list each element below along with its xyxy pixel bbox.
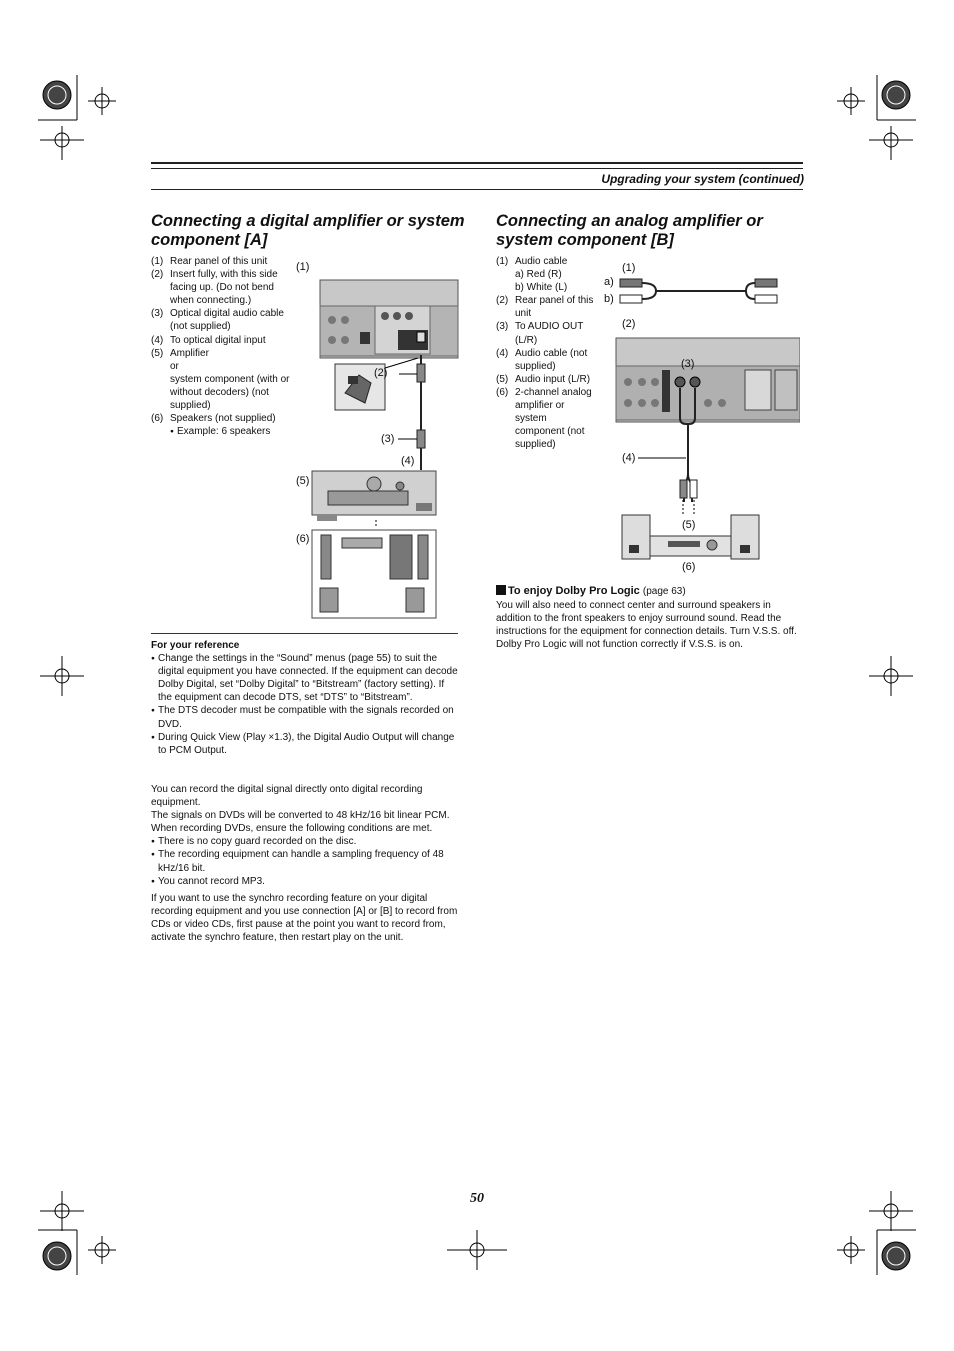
section-b-list: [496, 255, 596, 451]
rear-panel-graphic: [616, 338, 800, 422]
dolby-heading: To enjoy Dolby Pro Logic: [508, 585, 640, 597]
list-item: (5) Amplifier: [151, 347, 209, 359]
section-a-title: [151, 212, 471, 250]
list-item: a) Red (R): [515, 269, 562, 281]
section-a-title-line2: component [A]: [151, 231, 268, 249]
list-item: (4) To optical digital input: [151, 334, 266, 346]
digital-connection-diagram: [290, 258, 460, 623]
diagram-b-label-6: (6): [682, 561, 696, 573]
running-title: Upgrading your system (continued): [601, 172, 804, 186]
reference-heading: For your reference: [151, 640, 240, 651]
dolby-block: [496, 584, 802, 651]
diagram-b-label-3: (3): [681, 358, 695, 370]
list-item: (2) Insert fully, with this side facing up. (Do not bend when connecting.): [151, 269, 278, 307]
reference-bullet: ● Change the settings in the “Sound” menus (page 55) to suit the digital equipment you have connected. If the equipment can decode Dolby Digital, set “Dolby Digital” to “Bitstream” (factory setting). If the equipment can decode DTS, set “DTS” to “Bitstream”.: [151, 652, 458, 704]
list-item: or: [170, 360, 179, 372]
diagram-b-label-5: (5): [682, 519, 696, 531]
list-item: (3) To AUDIO OUT (L/R): [496, 321, 584, 346]
recording-paragraph: If you want to use the synchro recording feature on your digital recording equipment and you use connection [A] or [B] to record from CDs or video CDs, first pause at the point you want to record from, activate the synchro feature, then restart play on the unit.: [151, 892, 458, 944]
diagram-b-label-a: a): [604, 276, 614, 288]
list-item: system component (with or without decoders) (not supplied): [170, 373, 290, 412]
diagram-b-label-4: (4): [622, 452, 636, 464]
list-item: b) White (L): [515, 282, 568, 294]
recording-paragraph: When recording DVDs, ensure the following conditions are met.: [151, 823, 433, 835]
list-item: (1) Rear panel of this unit: [151, 256, 268, 267]
diagram-a-label-2: (2): [374, 367, 388, 379]
dolby-page-ref: (page 63): [642, 586, 686, 597]
diagram-a-label-6: (6): [296, 533, 310, 545]
list-item: (1) Audio cable: [496, 256, 568, 267]
list-item: (6) Speakers (not supplied): [151, 413, 276, 425]
list-item: (6) 2-channel analog amplifier or system component (not supplied): [496, 386, 592, 451]
list-item: (4) Audio cable (not supplied): [496, 347, 588, 372]
diagram-b-label-2: (2): [622, 318, 636, 330]
page-number: 50: [470, 1191, 484, 1206]
section-b-title-line1: Connecting an analog amplifier or: [496, 212, 763, 230]
diagram-a-label-4: (4): [401, 455, 415, 467]
recording-bullet: ● There is no copy guard recorded on the disc.: [151, 835, 458, 848]
reference-block: [151, 639, 458, 757]
diagram-b-label-b: b): [604, 293, 614, 305]
audio-cable-graphic: [620, 279, 777, 303]
list-item: [151, 425, 291, 438]
black-square-icon: [496, 585, 506, 595]
recording-paragraph: You can record the digital signal directly onto digital recording equipment.: [151, 784, 423, 809]
diagram-a-label-1: (1): [296, 261, 310, 273]
recording-bullet: ● You cannot record MP3.: [151, 875, 458, 888]
reference-bullet: ● During Quick View (Play ×1.3), the Digital Audio Output will change to PCM Output.: [151, 731, 458, 757]
header-rule: [151, 162, 803, 164]
analog-connection-diagram: [600, 258, 800, 568]
list-item: (5) Audio input (L/R): [496, 373, 591, 385]
diagram-a-label-3: (3): [381, 433, 395, 445]
recording-block: [151, 783, 458, 944]
section-a-list: [151, 255, 291, 438]
amplifier-graphic: [312, 471, 436, 521]
header-rule: [151, 168, 803, 169]
list-item: (3) Optical digital audio cable (not supplied): [151, 308, 284, 333]
reference-bullet: ● The DTS decoder must be compatible with the signals recorded on DVD.: [151, 704, 458, 730]
dolby-body: You will also need to connect center and surround speakers in addition to the front speakers to enjoy surround sound. Read the instructions for the equipment for connection details. Turn V.S.S. off. Dolby Pro Logic will not function correctly if V.S.S. is on.: [496, 600, 797, 651]
diagram-b-label-1: (1): [622, 262, 636, 274]
diagram-a-label-5: (5): [296, 475, 310, 487]
section-a-title-line1: Connecting a digital amplifier or system: [151, 212, 465, 230]
section-b-title-line2: system component [B]: [496, 231, 674, 249]
section-b-title: [496, 212, 806, 250]
list-item: (2) Rear panel of this unit: [496, 295, 594, 320]
example-bullet: ● Example: 6 speakers: [170, 425, 291, 438]
recording-paragraph: The signals on DVDs will be converted to 48 kHz/16 bit linear PCM.: [151, 810, 450, 822]
section-divider: [151, 633, 458, 634]
recording-bullet: ● The recording equipment can handle a sampling frequency of 48 kHz/16 bit.: [151, 848, 458, 874]
rear-panel-graphic: [320, 280, 458, 358]
speakers-graphic: [312, 530, 436, 618]
header-rule: [151, 189, 803, 190]
